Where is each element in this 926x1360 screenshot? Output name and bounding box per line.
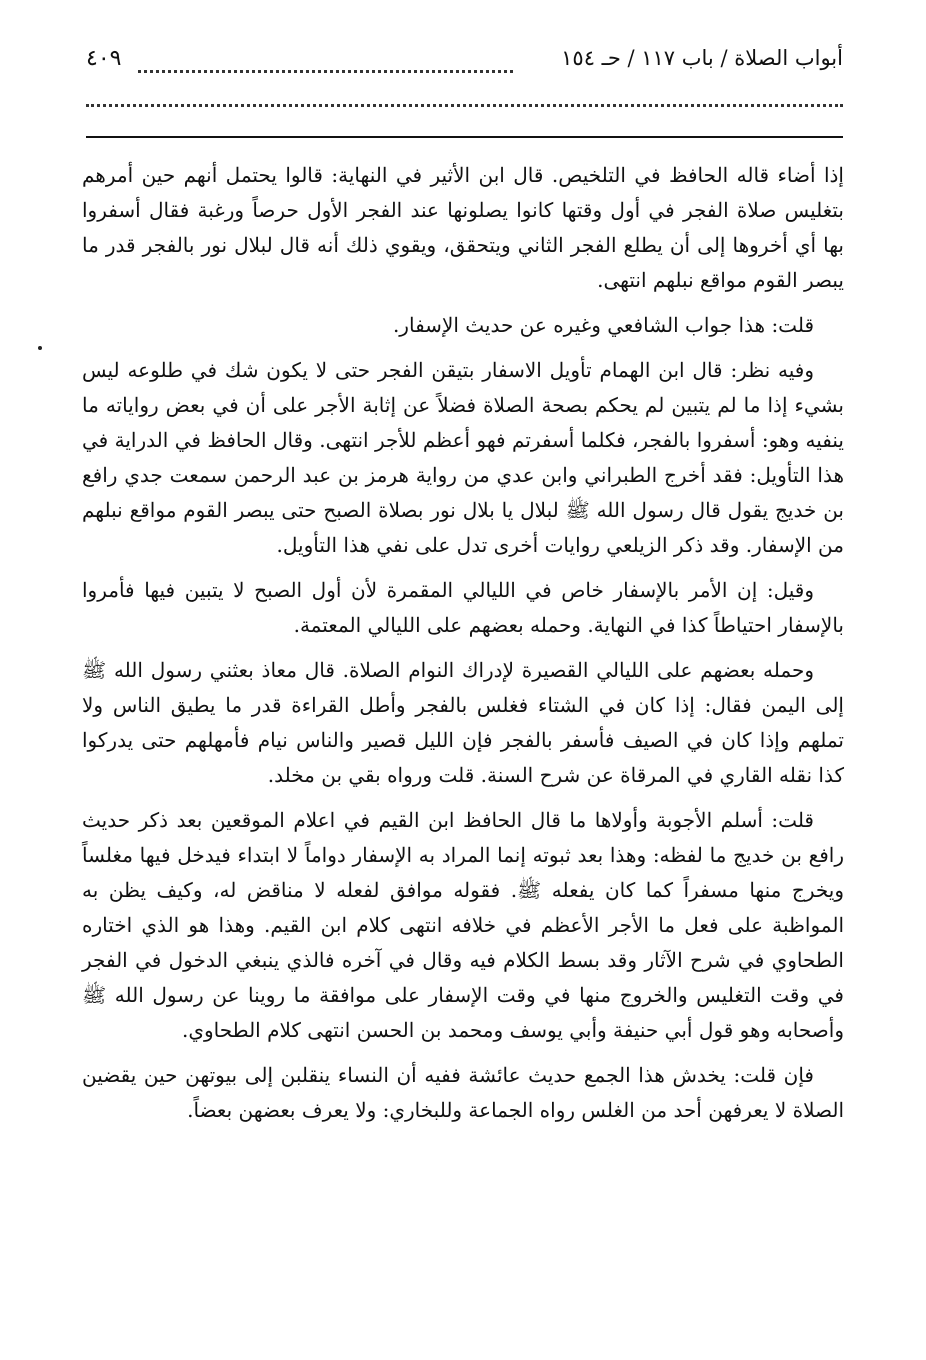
main-text — [82, 158, 844, 1138]
header-rule — [86, 136, 843, 138]
paragraph-2: قلت: هذا جواب الشافعي وغيره عن حديث الإسفار. — [392, 313, 814, 337]
header-dotted-line — [138, 70, 513, 73]
margin-mark — [38, 346, 42, 350]
paragraph-6: قلت: أسلم الأجوبة وأولاها ما قال الحافظ ابن القيم في اعلام الموقعين بعد ذكر حديث رافع بن خديج ما لفظه: وهذا بعد ثبوته إنما المراد به الإسفار دواماً لا ابتداء فيدخل فيها مغلساً ويخرج منها مسفراً كما كان يفعله ﷺ. فقوله موافق لفعله لا مناقض له، وكيف يظن به المواظبة على فعل ما الأجر الأعظم في خلافه انتهى كلام ابن القيم. وهذا هو الذي اختاره الطحاوي في شرح الآثار وقد بسط الكلام فيه وقال في آخره فالذي ينبغي الدخول في الفجر في وقت التغليس والخروج منها في وقت الإسفار على موافقة ما روينا عن رسول الله ﷺ وأصحابه وهو قول أبي حنيفة وأبي يوسف ومحمد بن الحسن انتهى كلام الطحاوي. — [82, 808, 845, 1042]
dotted-separator — [86, 104, 843, 107]
paragraph-5: وحمله بعضهم على الليالي القصيرة لإدراك النوام الصلاة. قال معاذ بعثني رسول الله ﷺ إلى اليمن فقال: إذا كان في الشتاء فغلس بالفجر وأطل القراءة قدر ما يطيق الناس ولا تملهم وإذا كان في الصيف فأسفر بالفجر فإن الليل قصير والناس نيام فأمهلهم حتى يدركوا كذا نقله القاري في المرقاة عن شرح السنة. قلت ورواه بقي بن مخلد. — [82, 658, 844, 787]
page-number: ٤٠٩ — [86, 46, 122, 71]
paragraph-7: فإن قلت: يخدش هذا الجمع حديث عائشة ففيه أن النساء ينقلبن إلى بيوتهن حين يقضين الصلاة لا يعرفهن أحد من الغلس رواه الجماعة وللبخاري: ولا يعرف بعضهن بعضاً. — [82, 1063, 844, 1122]
paragraph-4: وقيل: إن الأمر بالإسفار خاص في الليالي المقمرة لأن أول الصبح لا يتبين فيها فأمروا بالإسفار احتياطاً كذا في النهاية. وحمله بعضهم على الليالي المعتمة. — [82, 578, 844, 637]
paragraph-1: إذا أضاء قاله الحافظ في التلخيص. قال ابن الأثير في النهاية: قالوا يحتمل أنهم حين أمرهم بتغليس صلاة الفجر في أول وقتها كانوا يصلونها عند الفجر الأول حرصاً ورغبة فقال أسفروا بها أي أخروها إلى أن يطلع الفجر الثاني ويتحقق، ويقوي ذلك أنه قال لبلال نور بالفجر قدر ما يبصر القوم مواقع نبلهم انتهى. — [82, 163, 845, 292]
paragraph-3: وفيه نظر: قال ابن الهمام تأويل الاسفار بتيقن الفجر حتى لا يكون شك في طلوعه ليس بشيء إذا ما لم يتبين لم يحكم بصحة الصلاة فضلاً عن إثابة الأجر على أن في بعض رواياته ما ينفيه وهو: أسفروا بالفجر، فكلما أسفرتم فهو أعظم للأجر انتهى. وقال الحافظ في الدراية في هذا التأويل: فقد أخرج الطبراني وابن عدي من رواية هرمز بن عبد الرحمن سمعت جدي رافع بن خديج يقول قال رسول الله ﷺ لبلال يا بلال نور بصلاة الصبح حتى يبصر القوم مواقع نبلهم من الإسفار. وقد ذكر الزيلعي روايات أخرى تدل على نفي هذا التأويل. — [82, 358, 844, 557]
running-title: أبواب الصلاة / باب ١١٧ / حـ ١٥٤ — [561, 46, 843, 70]
page-header — [80, 42, 843, 82]
